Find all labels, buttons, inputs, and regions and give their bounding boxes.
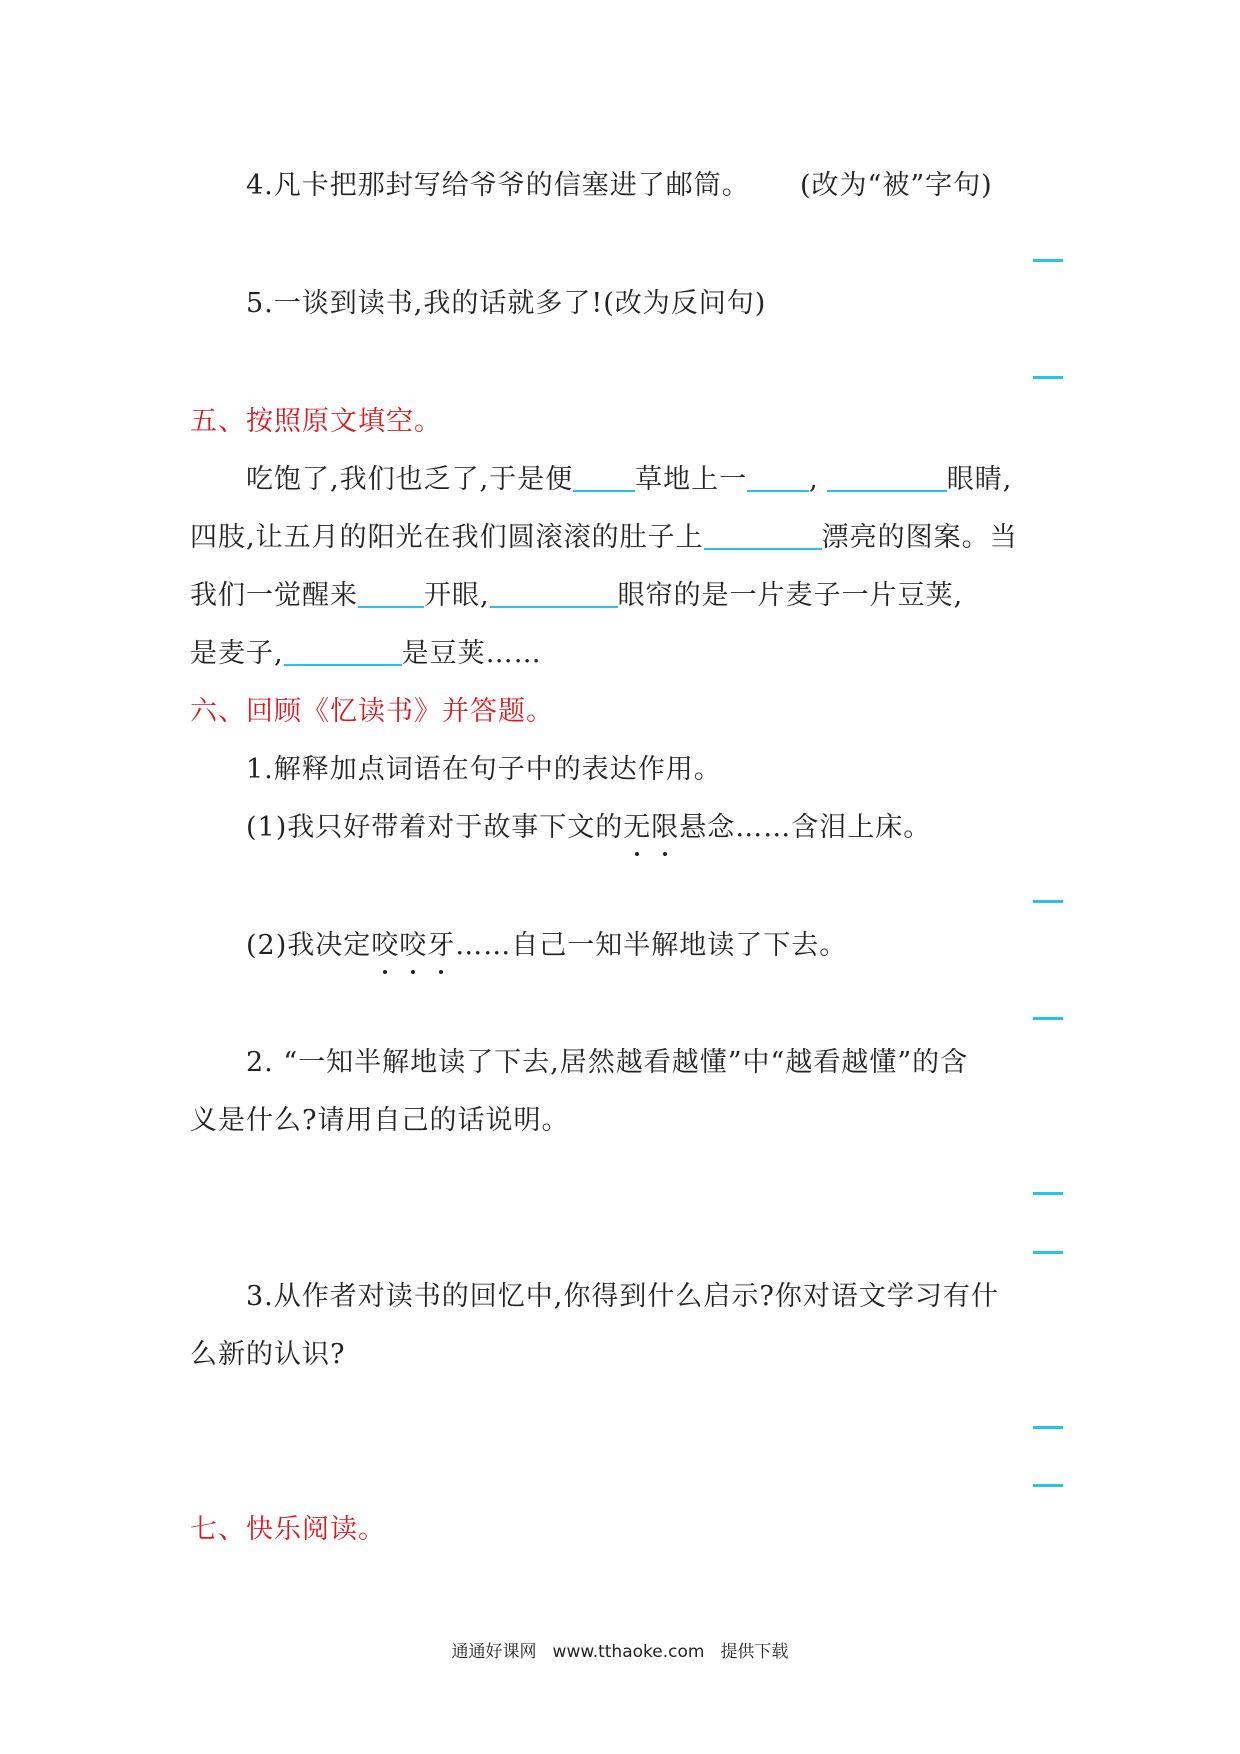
sub-question-1: (1)我只好带着对于故事下文的无限悬念……含泪上床。 (246, 810, 931, 846)
footer-site-name: 通通好课网 (451, 1642, 537, 1662)
answer-line (1033, 900, 1063, 903)
fill-blank[interactable] (747, 464, 809, 492)
section-5-title: 五、按照原文填空。 (190, 406, 442, 437)
fill-line-4: 是麦子, 是豆荚…… (190, 638, 542, 669)
section-6-question-2-line-2: 义是什么?请用自己的话说明。 (190, 1105, 570, 1136)
fill-blank[interactable] (827, 464, 947, 492)
fill-blank[interactable] (284, 638, 402, 666)
sub-question-2: (2)我决定咬咬牙……自己一知半解地读了下去。 (246, 928, 847, 964)
dotted-char: 限 (651, 810, 679, 846)
fill-blank[interactable] (358, 580, 424, 608)
answer-line (1033, 1484, 1063, 1487)
answer-line (1033, 1017, 1063, 1020)
answer-line (1033, 1192, 1063, 1195)
answer-line (1033, 1426, 1063, 1429)
section-6-question-3-line-2: 么新的认识? (190, 1339, 346, 1370)
question-number: 5. (246, 288, 274, 319)
section-6-question-1: 1.解释加点词语在句子中的表达作用。 (246, 754, 722, 785)
dotted-char: 牙 (427, 928, 455, 964)
question-text: 一谈到读书,我的话就多了!(改为反问句) (273, 288, 767, 319)
answer-line (1033, 1251, 1063, 1254)
question-text: 凡卡把那封写给爷爷的信塞进了邮筒。 (273, 170, 750, 201)
section-6-question-3-line-1: 3.从作者对读书的回忆中,你得到什么启示?你对语文学习有什 (246, 1281, 999, 1312)
fill-blank[interactable] (573, 464, 635, 492)
dotted-char: 咬 (399, 928, 427, 964)
section-6-title: 六、回顾《忆读书》并答题。 (190, 696, 554, 727)
page-footer (0, 1637, 1240, 1662)
question-4 (246, 168, 750, 204)
question-5 (246, 286, 766, 322)
fill-blank[interactable] (490, 580, 618, 608)
fill-line-3: 我们一觉醒来 开眼, 眼帘的是一片麦子一片豆荚, (190, 580, 964, 611)
dotted-char: 无 (623, 810, 651, 846)
footer-action: 提供下载 (720, 1642, 789, 1662)
fill-line-1: 吃饱了,我们也乏了,于是便 草地上一 , 眼睛, (246, 464, 1013, 495)
footer-url[interactable]: www.tthaoke.com (552, 1642, 705, 1662)
question-4-hint: (改为“被”字句) (800, 170, 993, 201)
answer-line (1033, 259, 1063, 262)
fill-blank[interactable] (704, 522, 822, 550)
question-number: 4. (246, 170, 274, 201)
answer-line (1033, 376, 1063, 379)
section-6-question-2-line-1: 2. “一知半解地读了下去,居然越看越懂”中“越看越懂”的含 (246, 1047, 969, 1078)
dotted-char: 咬 (371, 928, 399, 964)
fill-line-2: 四肢,让五月的阳光在我们圆滚滚的肚子上 漂亮的图案。当 (190, 522, 1018, 553)
section-7-title: 七、快乐阅读。 (190, 1514, 386, 1545)
